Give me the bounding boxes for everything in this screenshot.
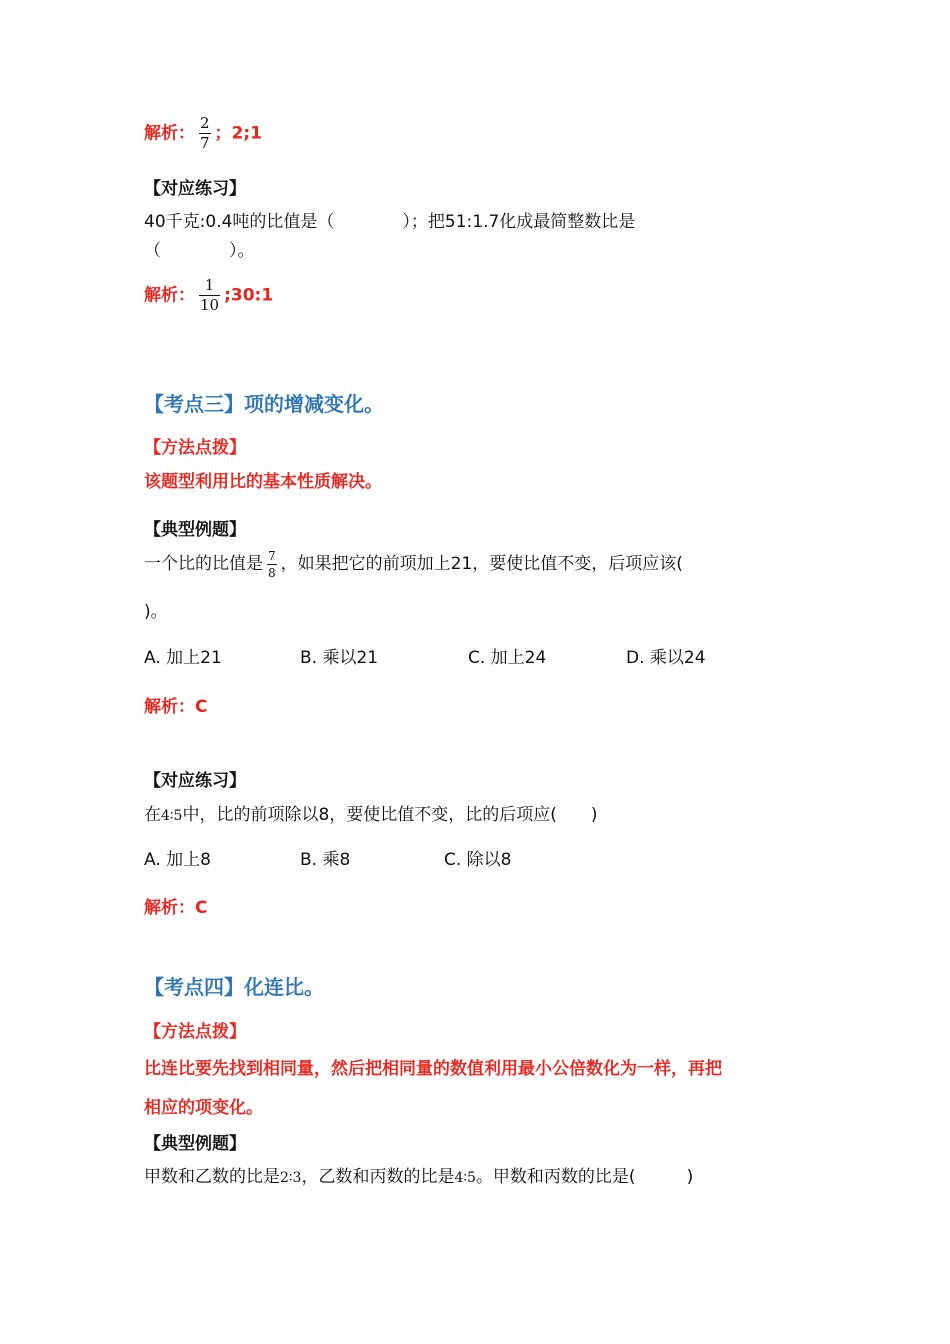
practice-answer-line [144, 278, 273, 313]
ratio: 2∶3 [280, 1170, 302, 1186]
example-question-line2: )。 [144, 602, 168, 622]
answer-label: 解析： [144, 123, 195, 144]
option-a: A. 加上8 [144, 850, 211, 870]
option-a: A. 加上21 [144, 648, 222, 668]
option-b: B. 乘以21 [300, 648, 379, 668]
practice-heading: 【对应练习】 [144, 771, 246, 791]
practice-question-line2: （ ）。 [144, 241, 255, 261]
ratio: 4∶5 [454, 1170, 476, 1186]
practice-question: 在4∶5中，比的前项除以8，要使比值不变，比的后项应( ) [144, 805, 598, 825]
practice-question-line1: 40千克:0.4吨的比值是（ ）；把51:1.7化成最简整数比是 [144, 212, 636, 232]
fraction: $\frac{2}{7}$ [200, 114, 210, 152]
example-heading: 【典型例题】 [144, 520, 246, 540]
answer-value: ;30:1 [224, 285, 274, 306]
method-heading: 【方法点拨】 [144, 1022, 246, 1042]
fraction: $\frac{7}{8}$ [268, 548, 276, 580]
answer-label: 解析： [144, 285, 195, 306]
method-text-line2: 相应的项变化。 [144, 1098, 263, 1118]
answer-line [144, 116, 262, 151]
example-heading: 【典型例题】 [144, 1134, 246, 1154]
method-heading: 【方法点拨】 [144, 438, 246, 458]
example-answer: 解析：C [144, 697, 208, 717]
method-text-line1: 比连比要先找到相同量，然后把相同量的数值利用最小公倍数化为一样，再把 [144, 1059, 722, 1079]
section-title: 【考点四】化连比。 [144, 975, 324, 999]
answer-value: ；2;1 [214, 123, 263, 144]
option-d: D. 乘以24 [626, 648, 706, 668]
option-c: C. 除以8 [444, 850, 512, 870]
ratio: 4∶5 [161, 808, 183, 824]
option-b: B. 乘8 [300, 850, 351, 870]
example-question: 甲数和乙数的比是2∶3，乙数和丙数的比是4∶5。甲数和丙数的比是( ) [144, 1167, 694, 1187]
practice-heading: 【对应练习】 [144, 179, 246, 199]
example-question-line1: 一个比的比值是 $\frac{7}{8}$ ，如果把它的前项加上21，要使比值不变，后项应该( [144, 548, 683, 580]
practice-answer: 解析：C [144, 898, 208, 918]
fraction: $\frac{1}{10}$ [200, 276, 220, 314]
method-text: 该题型利用比的基本性质解决。 [144, 472, 382, 492]
section-title: 【考点三】项的增减变化。 [144, 392, 384, 416]
option-c: C. 加上24 [468, 648, 547, 668]
